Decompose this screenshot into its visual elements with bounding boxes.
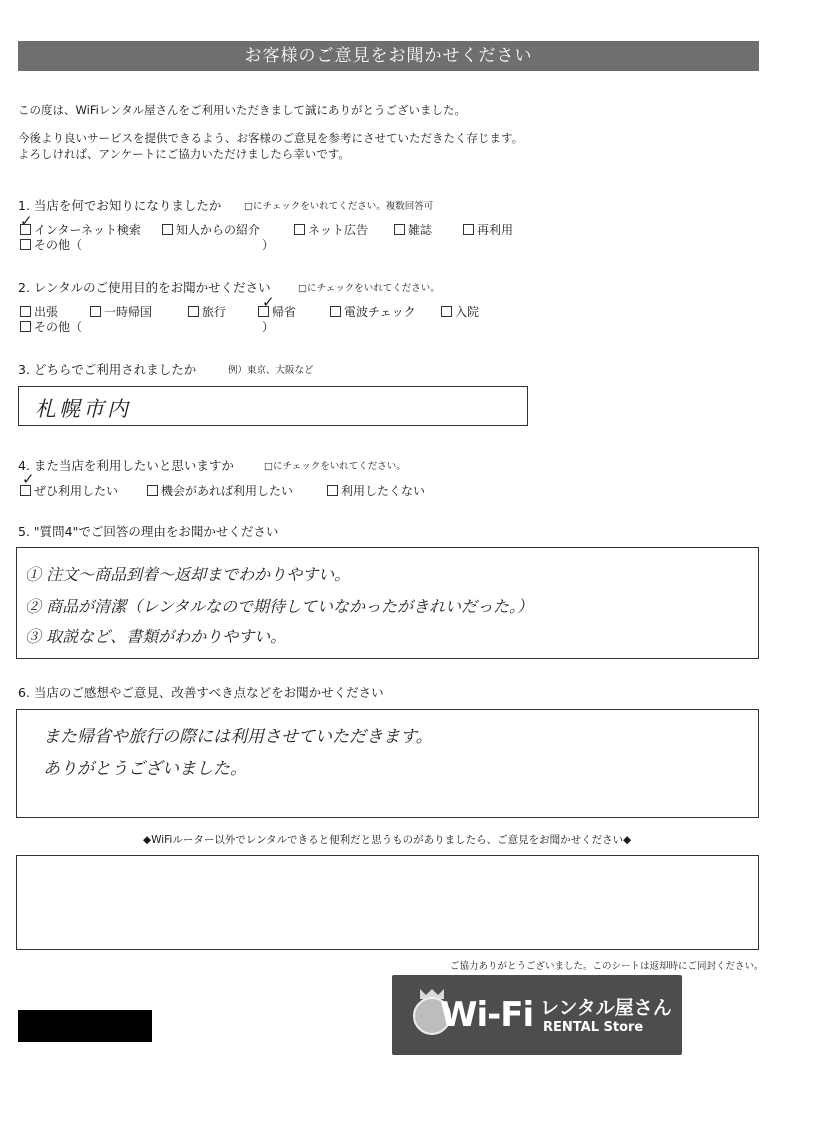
q2-label: 2. レンタルのご使用目的をお聞かせください <box>18 280 271 295</box>
checkbox-icon[interactable] <box>394 224 405 235</box>
q4-checkmark-icon: ✓ <box>22 470 35 488</box>
q5-label: 5. "質問4"でご回答の理由をお聞かせください <box>18 524 279 539</box>
checkbox-icon[interactable] <box>441 306 452 317</box>
q6-answer-line-2: ありがとうございました。 <box>43 759 247 779</box>
checkbox-icon[interactable] <box>294 224 305 235</box>
q4-note: □にチェックをいれてください。 <box>264 461 406 472</box>
q1-option-referral[interactable]: 知人からの紹介 <box>162 221 260 238</box>
checkbox-icon[interactable] <box>188 306 199 317</box>
q1-checkmark-icon: ✓ <box>20 212 33 230</box>
q3-note: 例）東京、大阪など <box>228 365 314 376</box>
q1-option-magazine[interactable]: 雑誌 <box>394 221 432 238</box>
q3-answer-box[interactable] <box>18 386 528 426</box>
q5-answer-box[interactable] <box>16 547 759 659</box>
survey-title: お客様のご意見をお聞かせください <box>18 41 759 71</box>
checkbox-icon[interactable] <box>327 485 338 496</box>
checkbox-icon[interactable] <box>147 485 158 496</box>
intro-line-1: この度は、WiFiレンタル屋さんをご利用いただきまして誠にありがとうございました。 <box>18 103 467 117</box>
q3-label: 3. どちらでご利用されましたか <box>18 362 197 377</box>
q1-label: 1. 当店を何でお知りになりましたか <box>18 198 222 213</box>
intro-line-2: 今後より良いサービスを提供できるよう、お客様のご意見を参考にさせていただきたく存じます。 <box>18 131 524 145</box>
q4-option-definitely[interactable]: ぜひ利用したい <box>20 482 118 499</box>
checkbox-icon[interactable] <box>90 306 101 317</box>
logo-wifi-text: Wi-Fi <box>440 995 534 1035</box>
q4-option-no[interactable]: 利用したくない <box>327 482 425 499</box>
checkbox-icon[interactable] <box>162 224 173 235</box>
q6-label: 6. 当店のご感想やご意見、改善すべき点などをお聞かせください <box>18 685 384 700</box>
logo-jp-text: レンタル屋さん <box>540 997 672 1019</box>
q7-answer-box[interactable] <box>16 855 759 950</box>
q5-answer-line-3: ③ 取説など、書類がわかりやすい。 <box>25 627 287 646</box>
q2-option-hospital[interactable]: 入院 <box>441 303 479 320</box>
q6-answer-line-1: また帰省や旅行の際には利用させていただきます。 <box>43 727 433 747</box>
q1-option-reuse[interactable]: 再利用 <box>463 221 513 238</box>
q5-answer-line-2: ② 商品が清潔（レンタルなので期待していなかったがきれいだった。） <box>25 597 534 616</box>
q4-option-if-chance[interactable]: 機会があれば利用したい <box>147 482 293 499</box>
q2-note: □にチェックをいれてください。 <box>298 283 440 294</box>
q4-label: 4. また当店を利用したいと思いますか <box>18 458 234 473</box>
q2-option-travel[interactable]: 旅行 <box>188 303 226 320</box>
q2-option-temp-return[interactable]: 一時帰国 <box>90 303 152 320</box>
q2-option-signal-check[interactable]: 電波チェック <box>330 303 416 320</box>
footer-thanks: ご協力ありがとうございました。このシートは返却時にご同封ください。 <box>450 961 764 972</box>
q3-answer: 札幌市内 <box>35 397 131 421</box>
q2-option-other[interactable]: その他（ <box>20 318 82 335</box>
checkbox-icon[interactable] <box>463 224 474 235</box>
q7-label: ◆WiFiルーター以外でレンタルできると便利だと思うものがありましたら、ご意見をお聞かせください◆ <box>143 834 632 846</box>
checkbox-icon[interactable] <box>20 306 31 317</box>
q1-option-internet[interactable]: インターネット検索 <box>20 221 141 238</box>
q2-checkmark-icon: ✓ <box>262 293 275 311</box>
intro-line-3: よろしければ、アンケートにご協力いただけましたら幸いです。 <box>18 147 350 161</box>
q5-answer-line-1: ① 注文〜商品到着〜返却までわかりやすい。 <box>25 565 351 584</box>
q2-option-business[interactable]: 出張 <box>20 303 58 320</box>
q2-option-homecoming[interactable]: 帰省 <box>258 303 296 320</box>
checkbox-icon[interactable] <box>330 306 341 317</box>
q1-other-close: ） <box>262 238 275 252</box>
q6-answer-box[interactable] <box>16 709 759 818</box>
q1-note: □にチェックをいれてください。複数回答可 <box>244 201 434 212</box>
checkbox-icon[interactable] <box>20 239 31 250</box>
q2-other-close: ） <box>262 320 275 334</box>
checkbox-icon[interactable] <box>20 321 31 332</box>
redaction-block <box>18 1010 152 1042</box>
q1-option-net-ad[interactable]: ネット広告 <box>294 221 368 238</box>
logo-en-text: RENTAL Store <box>543 1020 644 1035</box>
q1-option-other[interactable]: その他（ <box>20 236 82 253</box>
